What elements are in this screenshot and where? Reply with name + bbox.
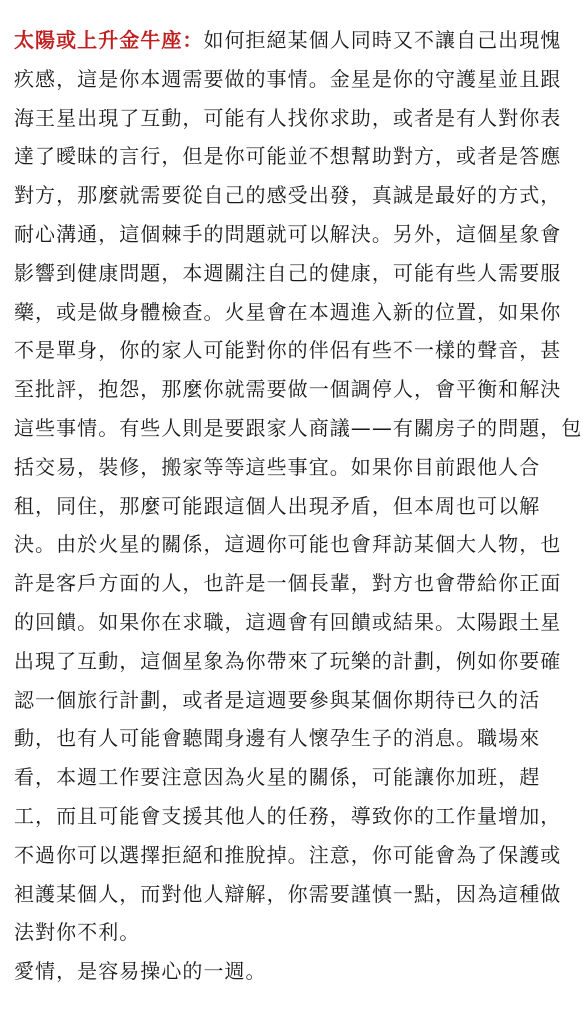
horoscope-article	[14, 21, 583, 991]
body-line: 決。由於火星的關係，這週你可能也會拜訪某個大人物，也	[14, 532, 562, 557]
first-line	[14, 21, 583, 60]
body-line: 耐心溝通，這個棘手的問題就可以解決。另外，這個星象會	[14, 221, 562, 246]
body-line: 認一個旅行計劃，或者是這週要參與某個你期待已久的活	[14, 687, 541, 712]
body-line: 的回饋。如果你在求職，這週會有回饋或結果。太陽跟土星	[14, 609, 562, 634]
body-line: 對方，那麼就需要從自己的感受出發，真誠是最好的方式，	[14, 183, 562, 208]
body-line: 海王星出現了互動，可能有人找你求助，或者是有人對你表	[14, 105, 562, 130]
body-line: 如何拒絕某個人同時又不讓自己出現愧	[203, 28, 562, 52]
body-line: 藥，或是做身體檢查。火星會在本週進入新的位置，如果你	[14, 299, 562, 324]
body-line: 這些事情。有些人則是要跟家人商議——有關房子的問題，包	[14, 415, 583, 440]
body-line: 工，而且可能會支援其他人的任務，導致你的工作量增加，	[14, 803, 562, 828]
body-line: 法對你不利。	[14, 920, 141, 945]
body-line: 不是單身，你的家人可能對你的伴侶有些不一樣的聲音，甚	[14, 338, 562, 363]
body-line: 租，同住，那麼可能跟這個人出現矛盾，但本周也可以解	[14, 493, 541, 518]
body-line: 動，也有人可能會聽聞身邊有人懷孕生子的消息。職場來	[14, 726, 541, 751]
body-line: 至批評，抱怨，那麼你就需要做一個調停人，會平衡和解決	[14, 377, 562, 402]
body-line: 看，本週工作要注意因為火星的關係，可能讓你加班，趕	[14, 765, 541, 790]
body-line: 疚感，這是你本週需要做的事情。金星是你的守護星並且跟	[14, 66, 562, 91]
body-line: 許是客戶方面的人，也許是一個長輩，對方也會帶給你正面	[14, 571, 562, 596]
body-line: 達了曖昧的言行，但是你可能並不想幫助對方，或者是答應	[14, 144, 562, 169]
love-line: 愛情，是容易操心的一週。	[14, 959, 267, 984]
body-line: 出現了互動，這個星象為你帶來了玩樂的計劃，例如你要確	[14, 648, 562, 673]
body-line: 括交易，裝修，搬家等等這些事宜。如果你目前跟他人合	[14, 454, 541, 479]
body-line: 不過你可以選擇拒絕和推脫掉。注意，你可能會為了保護或	[14, 842, 562, 867]
sign-heading: 太陽或上升金牛座：	[14, 28, 204, 52]
body-line: 影響到健康問題，本週關注自己的健康，可能有些人需要服	[14, 260, 562, 285]
body-line: 袒護某個人，而對他人辯解，你需要謹慎一點，因為這種做	[14, 881, 562, 906]
